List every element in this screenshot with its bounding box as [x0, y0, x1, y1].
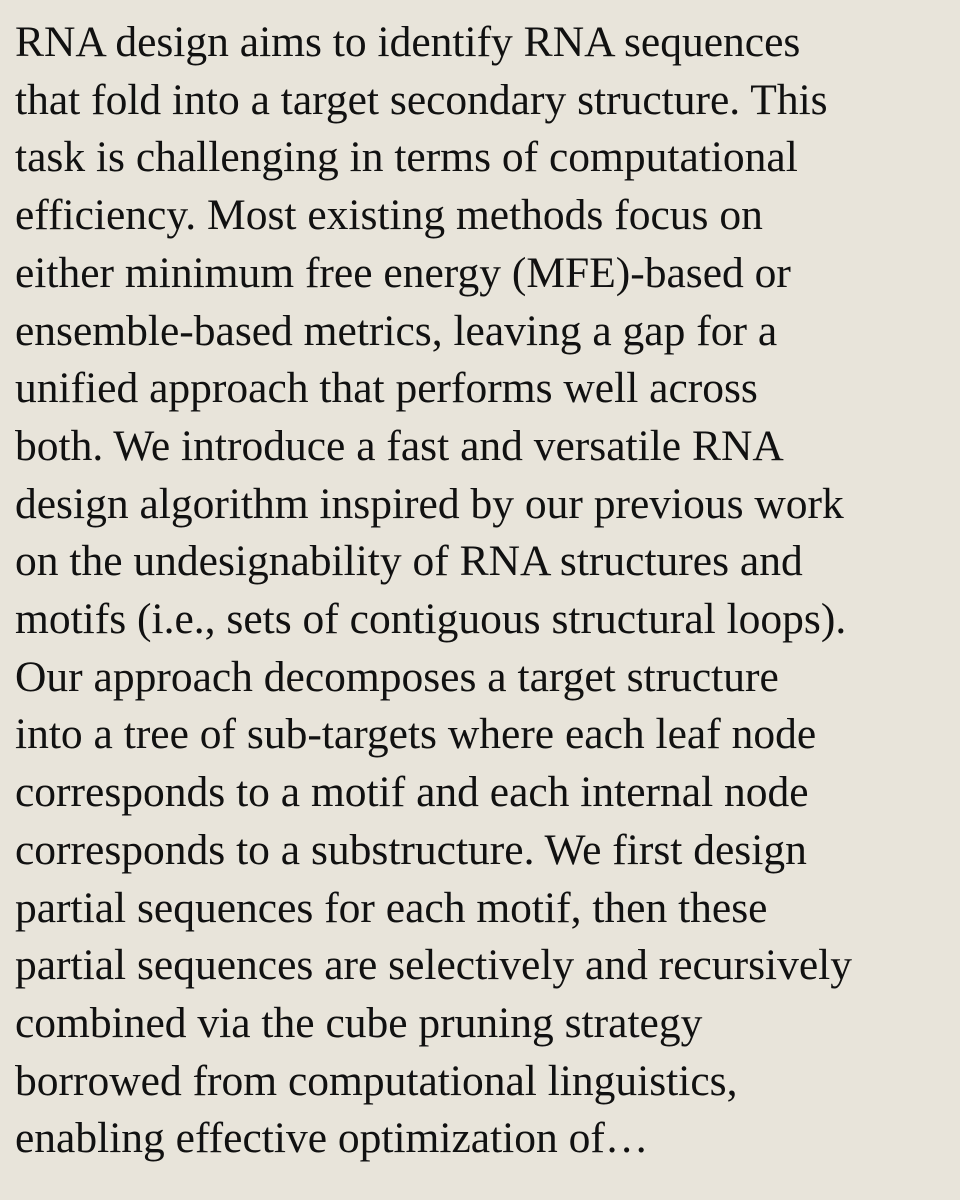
abstract-line: enabling effective optimization of…: [15, 1114, 649, 1163]
abstract-line: into a tree of sub-targets where each leaf node: [15, 710, 817, 759]
abstract-line: task is challenging in terms of computational: [15, 133, 798, 182]
abstract-line: RNA design aims to identify RNA sequences: [15, 18, 801, 66]
abstract-text: [15, 14, 954, 1168]
abstract-line: corresponds to a substructure. We first design: [15, 825, 807, 874]
abstract-line: partial sequences are selectively and recursively: [15, 941, 852, 990]
abstract-line: corresponds to a motif and each internal node: [15, 768, 809, 817]
abstract-line: ensemble-based metrics, leaving a gap for a: [15, 306, 778, 355]
abstract-line: Our approach decomposes a target structure: [15, 652, 779, 701]
abstract-line: efficiency. Most existing methods focus on: [15, 191, 763, 240]
abstract-line: both. We introduce a fast and versatile RNA: [15, 421, 784, 470]
abstract-line: that fold into a target secondary structure. This: [15, 75, 828, 124]
abstract-line: partial sequences for each motif, then these: [15, 883, 768, 932]
abstract-line: combined via the cube pruning strategy: [15, 998, 703, 1047]
abstract-line: motifs (i.e., sets of contiguous structural loops).: [15, 595, 847, 644]
abstract-line: unified approach that performs well across: [15, 364, 758, 413]
abstract-line: on the undesignability of RNA structures and: [15, 537, 803, 586]
abstract-line: design algorithm inspired by our previous work: [15, 479, 844, 528]
abstract-line: either minimum free energy (MFE)-based or: [15, 248, 791, 297]
abstract-line: borrowed from computational linguistics,: [15, 1056, 738, 1105]
